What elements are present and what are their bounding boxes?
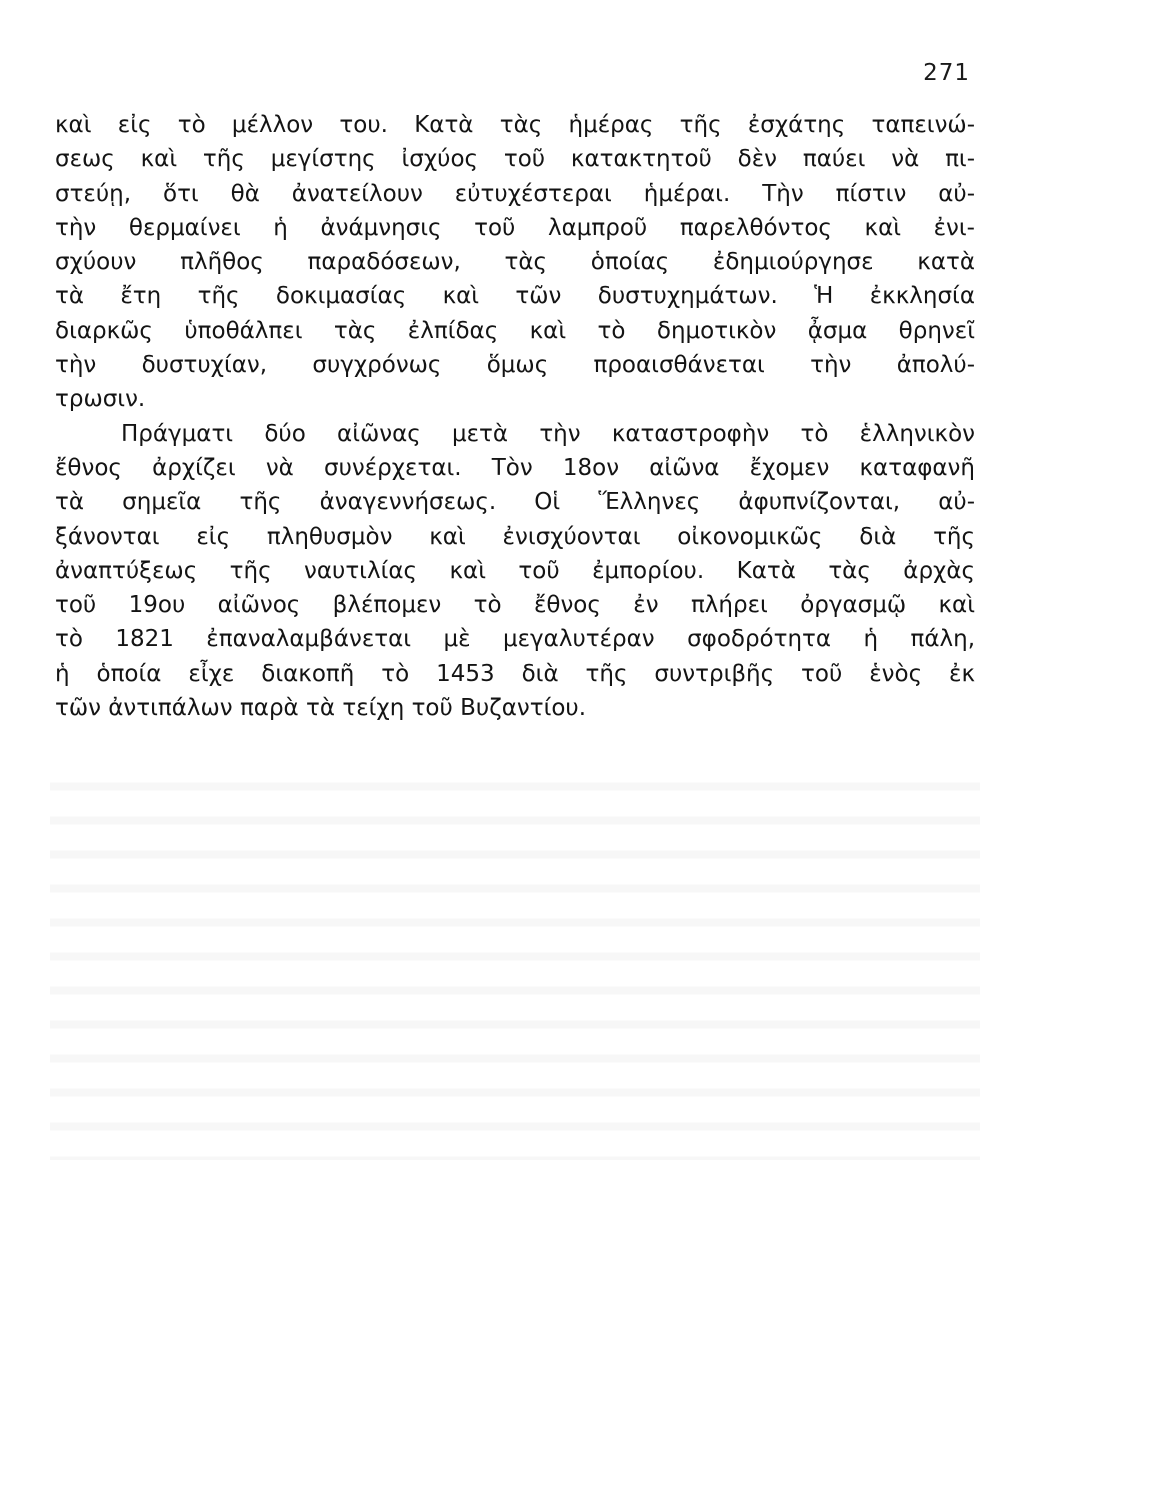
text-line: διαρκῶς ὑποθάλπει τὰς ἐλπίδας καὶ τὸ δημοτικὸν ᾆσμα θρηνεῖ	[55, 317, 975, 344]
text-line: τῶν ἀντιπάλων παρὰ τὰ τείχη τοῦ Βυζαντίου.	[55, 695, 587, 722]
show-through-texture	[50, 760, 980, 1160]
text-line: τὰ σημεῖα τῆς ἀναγεννήσεως. Οἱ Ἕλληνες ἀφυπνίζονται, αὐ-	[55, 489, 975, 516]
text-line: ἀναπτύξεως τῆς ναυτιλίας καὶ τοῦ ἐμπορίου. Κατὰ τὰς ἀρχὰς	[55, 557, 975, 584]
text-line: στεύῃ, ὅτι θὰ ἀνατείλουν εὐτυχέστεραι ἡμέραι. Τὴν πίστιν αὐ-	[55, 180, 975, 207]
text-line: σχύουν πλῆθος παραδόσεων, τὰς ὁποίας ἐδημιούργησε κατὰ	[55, 249, 975, 276]
text-line: ξάνονται εἰς πληθυσμὸν καὶ ἐνισχύονται οἰκονομικῶς διὰ τῆς	[55, 523, 975, 550]
text-line: σεως καὶ τῆς μεγίστης ἰσχύος τοῦ κατακτητοῦ δὲν παύει νὰ πι-	[55, 146, 975, 173]
text-line: Πράγματι δύο αἰῶνας μετὰ τὴν καταστροφὴν τὸ ἑλληνικὸν	[121, 420, 975, 447]
page-number: 271	[923, 60, 970, 86]
paragraph-2	[55, 417, 975, 726]
text-line: ἔθνος ἀρχίζει νὰ συνέρχεται. Τὸν 18ον αἰῶνα ἔχομεν καταφανῆ	[55, 454, 975, 481]
text-line: τὸ 1821 ἐπαναλαμβάνεται μὲ μεγαλυτέραν σφοδρότητα ἡ πάλη,	[55, 626, 975, 653]
text-line: ἡ ὁποία εἶχε διακοπῆ τὸ 1453 διὰ τῆς συντριβῆς τοῦ ἑνὸς ἐκ	[55, 660, 975, 687]
paragraph-1	[55, 108, 975, 417]
text-line: τὴν δυστυχίαν, συγχρόνως ὅμως προαισθάνεται τὴν ἀπολύ-	[55, 352, 975, 379]
text-line: τὰ ἔτη τῆς δοκιμασίας καὶ τῶν δυστυχημάτων. Ἡ ἐκκλησία	[55, 283, 975, 310]
text-line: τρωσιν.	[55, 386, 146, 413]
text-line: τὴν θερμαίνει ἡ ἀνάμνησις τοῦ λαμπροῦ παρελθόντος καὶ ἐνι-	[55, 214, 975, 241]
text-line: καὶ εἰς τὸ μέλλον του. Κατὰ τὰς ἡμέρας τῆς ἐσχάτης ταπεινώ-	[55, 112, 975, 138]
text-line: τοῦ 19ου αἰῶνος βλέπομεν τὸ ἔθνος ἐν πλήρει ὀργασμῷ καὶ	[55, 592, 975, 619]
body-text	[55, 108, 975, 725]
